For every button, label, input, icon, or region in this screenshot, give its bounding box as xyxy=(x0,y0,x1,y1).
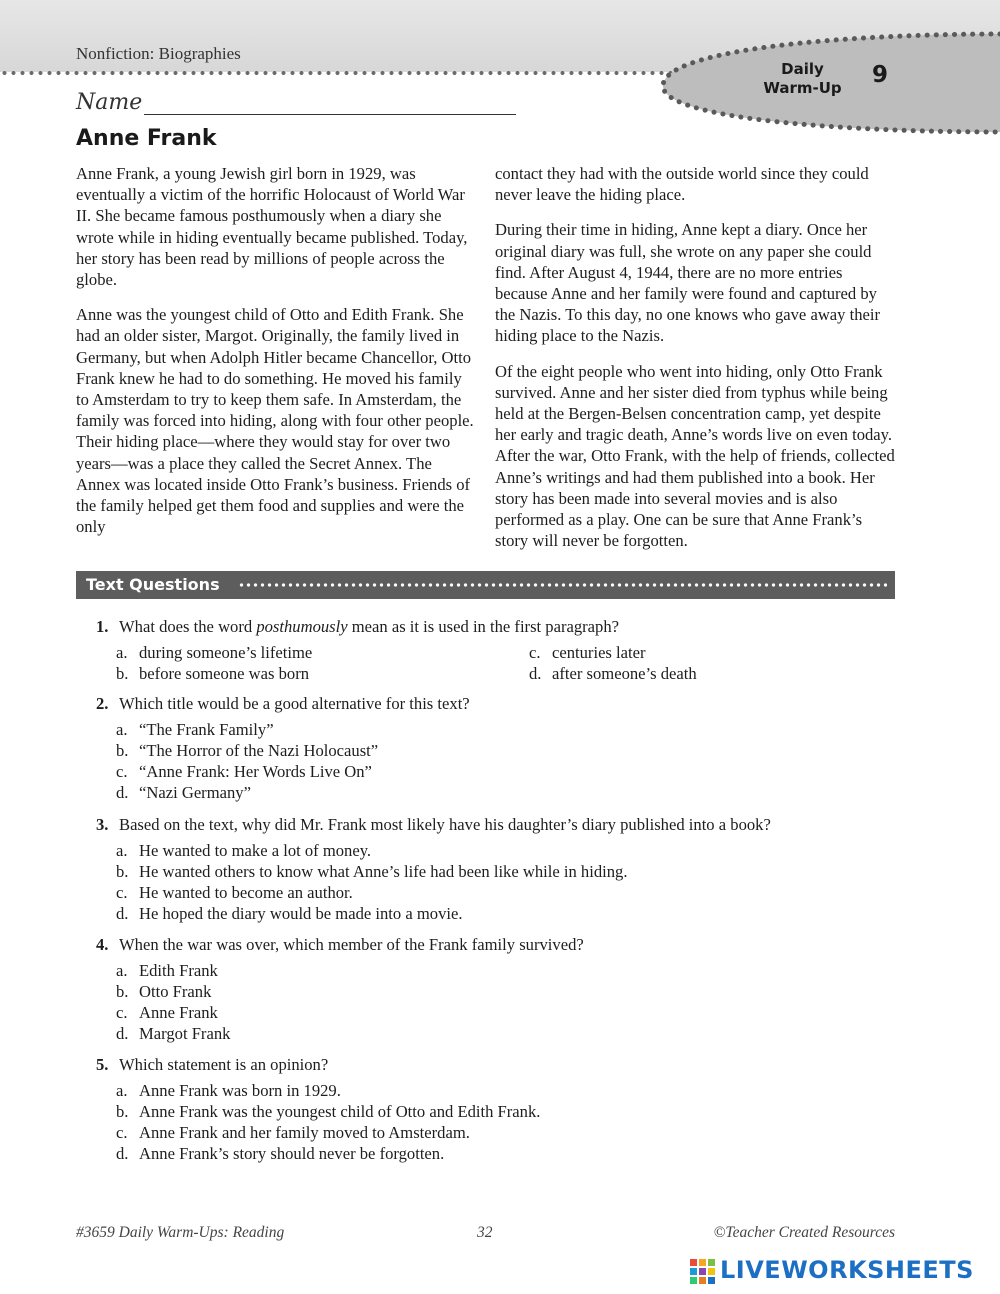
question-stem xyxy=(96,616,896,637)
option-text: “Nazi Germany” xyxy=(139,783,251,802)
option-text: Anne Frank and her family moved to Amsterdam. xyxy=(139,1123,470,1142)
question-stem-text: mean as it is used in the first paragraph? xyxy=(347,617,620,636)
footer-book-title: #3659 Daily Warm-Ups: Reading xyxy=(76,1224,285,1241)
answer-option[interactable] xyxy=(116,740,896,761)
question-stem xyxy=(96,934,896,955)
option-text: Edith Frank xyxy=(139,961,218,980)
answer-option[interactable] xyxy=(116,1023,896,1044)
option-letter: c. xyxy=(116,1003,128,1022)
option-text: Margot Frank xyxy=(139,1024,231,1043)
question-3 xyxy=(96,814,896,924)
answer-option[interactable] xyxy=(116,663,529,684)
question-number: 5. xyxy=(96,1055,109,1074)
passage-right-column xyxy=(495,163,895,565)
answer-option[interactable] xyxy=(116,981,896,1002)
question-stem xyxy=(96,1054,896,1075)
option-text: Otto Frank xyxy=(139,982,212,1001)
passage-paragraph: contact they had with the outside world since they could never leave the hiding place. xyxy=(495,164,869,205)
option-letter: d. xyxy=(116,783,129,802)
answer-option[interactable] xyxy=(116,1080,896,1101)
answer-option[interactable] xyxy=(116,719,896,740)
option-text: Anne Frank’s story should never be forgotten. xyxy=(139,1144,445,1163)
answer-option[interactable] xyxy=(116,1143,896,1164)
option-letter: a. xyxy=(116,961,128,980)
answer-option[interactable] xyxy=(116,1101,896,1122)
question-stem xyxy=(96,814,896,835)
question-stem-text: Based on the text, why did Mr. Frank most likely have his daughter’s diary published into a book? xyxy=(119,815,771,834)
answer-option[interactable] xyxy=(116,840,896,861)
option-letter: b. xyxy=(116,1102,129,1121)
badge-label xyxy=(745,60,860,98)
option-text: He wanted others to know what Anne’s life had been like while in hiding. xyxy=(139,862,628,881)
name-field[interactable] xyxy=(144,114,516,115)
answer-option[interactable] xyxy=(116,882,896,903)
question-stem-text: Which title would be a good alternative for this text? xyxy=(119,694,470,713)
option-text: He wanted to become an author. xyxy=(139,883,353,902)
question-stem-text: What does the word xyxy=(119,617,257,636)
option-letter: b. xyxy=(116,741,129,760)
option-text: Anne Frank xyxy=(139,1003,218,1022)
page-title: Anne Frank xyxy=(76,126,217,151)
option-text: during someone’s lifetime xyxy=(139,643,313,662)
passage-paragraph: During their time in hiding, Anne kept a diary. Once her original diary was full, she wrote on any paper she could find. After August 4, 1944, there are no more entries because Anne and her family were found and captured by the Nazis. To this day, no one knows who gave away their hiding place to the Nazis. xyxy=(495,220,881,346)
question-4 xyxy=(96,934,896,1044)
text-questions-bar xyxy=(76,571,895,599)
answer-options xyxy=(116,642,896,684)
header-dotted-rule xyxy=(0,70,700,76)
option-letter: c. xyxy=(116,883,128,902)
option-letter: a. xyxy=(116,1081,128,1100)
badge-number: 9 xyxy=(872,62,889,88)
option-letter: c. xyxy=(116,762,128,781)
passage-paragraph: Of the eight people who went into hiding, only Otto Frank survived. Anne and her sister died from typhus while being held at the Bergen-Belsen concentration camp, yet despite her early and tragic death, Anne’s words live on even today. After the war, Otto Frank, with the help of friends, collected Anne’s writings and had them published into a book. Her story has been made into several movies and is also performed as a play. One can be sure that Anne Frank’s story will never be forgotten. xyxy=(495,361,895,551)
question-5 xyxy=(96,1054,896,1164)
option-letter: b. xyxy=(116,982,129,1001)
liveworksheets-logo-icon xyxy=(690,1259,716,1283)
option-letter: d. xyxy=(116,1024,129,1043)
liveworksheets-logo-text: LIVEWORKSHEETS xyxy=(720,1256,974,1284)
answer-option[interactable] xyxy=(116,861,896,882)
option-letter: a. xyxy=(116,643,128,662)
option-letter: d. xyxy=(116,1144,129,1163)
option-text: “Anne Frank: Her Words Live On” xyxy=(139,762,372,781)
question-1 xyxy=(96,616,896,684)
answer-option[interactable] xyxy=(116,1122,896,1143)
text-questions-heading: Text Questions xyxy=(86,575,220,594)
question-stem xyxy=(96,693,896,714)
passage-paragraph: Anne was the youngest child of Otto and Edith Frank. She had an older sister, Margot. Originally, the family lived in Germany, but when Adolph Hitler became Chancellor, Otto Frank knew he had to do something. He moved his family to Amsterdam to try to keep them safe. In Amsterdam, the family was forced into hiding, along with four other people. Their hiding place—where they would stay for over two years—was a place they called the Secret Annex. The Annex was located inside Otto Frank’s business. Friends of the family helped get them food and supplies and were the only xyxy=(76,305,474,537)
answer-option[interactable] xyxy=(116,903,896,924)
question-2 xyxy=(96,693,896,803)
question-stem-italic: posthumously xyxy=(256,617,348,636)
section-label: Nonfiction: Biographies xyxy=(76,44,241,63)
option-letter: a. xyxy=(116,720,128,739)
option-letter: c. xyxy=(116,1123,128,1142)
option-letter: b. xyxy=(116,664,129,683)
answer-option[interactable] xyxy=(529,663,829,684)
badge-line-warmup: Warm-Up xyxy=(763,79,842,97)
answer-option[interactable] xyxy=(529,642,829,663)
question-number: 4. xyxy=(96,935,109,954)
question-number: 2. xyxy=(96,694,109,713)
question-stem-text: When the war was over, which member of the Frank family survived? xyxy=(119,935,584,954)
answer-option[interactable] xyxy=(116,782,896,803)
option-text: Anne Frank was born in 1929. xyxy=(139,1081,341,1100)
passage-paragraph: Anne Frank, a young Jewish girl born in 1929, was eventually a victim of the horrific Holocaust of World War II. She became famous posthumously when a diary she wrote while in hiding eventually became published. Today, her story has been read by millions of people across the globe. xyxy=(76,164,468,290)
liveworksheets-logo[interactable] xyxy=(690,1256,990,1286)
answer-option[interactable] xyxy=(116,1002,896,1023)
option-text: before someone was born xyxy=(139,664,310,683)
option-text: “The Frank Family” xyxy=(139,720,274,739)
name-label: Name xyxy=(76,90,143,115)
option-letter: c. xyxy=(529,643,541,662)
option-text: Anne Frank was the youngest child of Otto and Edith Frank. xyxy=(139,1102,541,1121)
answer-option[interactable] xyxy=(116,761,896,782)
option-text: after someone’s death xyxy=(552,664,697,683)
badge-line-daily: Daily xyxy=(781,60,824,78)
question-number: 1. xyxy=(96,617,109,636)
answer-option[interactable] xyxy=(116,642,529,663)
option-letter: a. xyxy=(116,841,128,860)
option-text: He wanted to make a lot of money. xyxy=(139,841,372,860)
option-letter: d. xyxy=(116,904,129,923)
option-text: centuries later xyxy=(552,643,646,662)
passage-left-column xyxy=(76,163,476,551)
option-letter: b. xyxy=(116,862,129,881)
option-text: He hoped the diary would be made into a movie. xyxy=(139,904,463,923)
question-stem-text: Which statement is an opinion? xyxy=(119,1055,329,1074)
answer-option[interactable] xyxy=(116,960,896,981)
text-questions-dots xyxy=(238,582,887,588)
question-number: 3. xyxy=(96,815,109,834)
footer-copyright: ©Teacher Created Resources xyxy=(713,1224,895,1241)
option-text: “The Horror of the Nazi Holocaust” xyxy=(139,741,379,760)
option-letter: d. xyxy=(529,664,542,683)
footer-page-number: 32 xyxy=(477,1224,493,1241)
